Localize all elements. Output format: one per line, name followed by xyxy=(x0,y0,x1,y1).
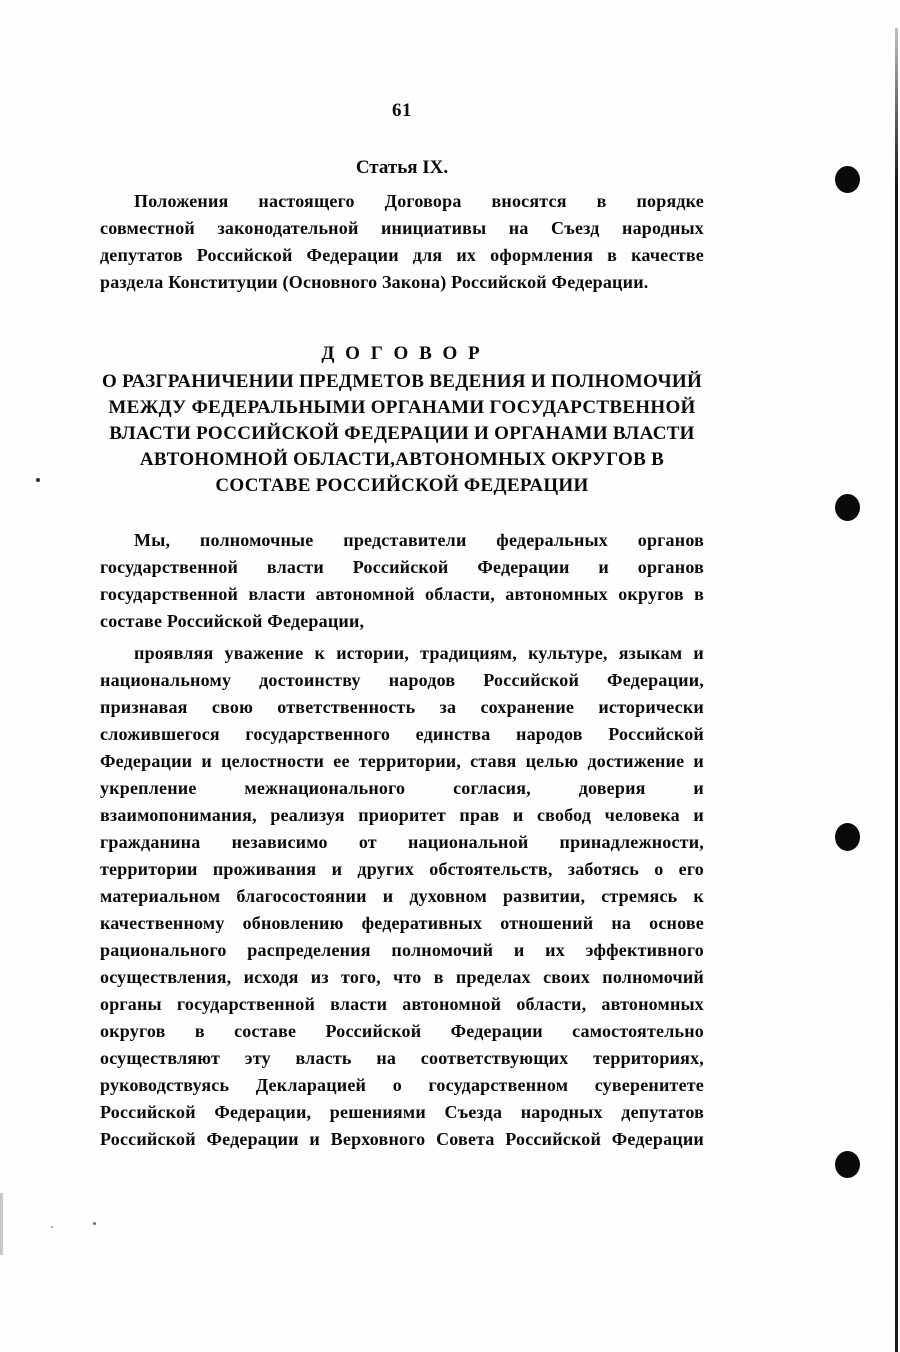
page-number: 61 xyxy=(392,100,412,121)
treaty-title-line: О РАЗГРАНИЧЕНИИ ПРЕДМЕТОВ ВЕДЕНИЯ И ПОЛНОМОЧИЙ xyxy=(101,371,703,392)
text-line: Мы, полномочные представители федеральных органов xyxy=(134,530,704,550)
text-line: Российской Федерации и Верховного Совета Российской Федерации xyxy=(100,1129,704,1149)
text-line: качественному обновлению федеративных отношений на основе xyxy=(100,913,704,933)
text-line: материальном благосостоянии и духовном развитии, стремясь к xyxy=(100,886,704,906)
preamble-paragraph xyxy=(100,640,704,1153)
hole-punch-mark xyxy=(835,823,860,851)
treaty-preamble xyxy=(100,527,704,1153)
text-line: взаимопонимания, реализуя приоритет прав и свобод человека и xyxy=(100,805,704,825)
scan-speck xyxy=(51,1226,53,1228)
text-line: рационального распределения полномочий и их эффективного xyxy=(100,940,704,960)
text-line: Российской Федерации, решениями Съезда народных депутатов xyxy=(100,1102,704,1122)
text-line: раздела Конституции (Основного Закона) Российской Федерации. xyxy=(100,272,649,292)
text-line: осуществляют эту власть на соответствующих территориях, xyxy=(100,1048,704,1068)
treaty-title-line: АВТОНОМНОЙ ОБЛАСТИ,АВТОНОМНЫХ ОКРУГОВ В xyxy=(139,449,665,470)
text-line: руководствуясь Декларацией о государственном суверенитете xyxy=(100,1075,704,1095)
treaty-title-block xyxy=(100,341,704,499)
treaty-title-line: СОСТАВЕ РОССИЙСКОЙ ФЕДЕРАЦИИ xyxy=(215,475,589,496)
text-line: территории проживания и других обстоятельств, заботясь о его xyxy=(100,859,704,879)
text-line: государственной власти Российской Федерации и органов xyxy=(100,557,704,577)
text-line: совместной законодательной инициативы на Съезд народных xyxy=(100,218,704,238)
text-line: гражданина независимо от национальной принадлежности, xyxy=(100,832,704,852)
article-heading: Статья IX. xyxy=(355,157,449,178)
text-line: признавая свою ответственность за сохранение исторически xyxy=(100,697,704,717)
article-paragraph xyxy=(100,188,704,296)
text-line: государственной власти автономной области, автономных округов в xyxy=(100,584,704,604)
scan-edge-line xyxy=(895,28,898,1352)
preamble-paragraph xyxy=(100,527,704,635)
treaty-title-line: ВЛАСТИ РОССИЙСКОЙ ФЕДЕРАЦИИ И ОРГАНАМИ ВЛАСТИ xyxy=(109,423,695,444)
treaty-title-line: МЕЖДУ ФЕДЕРАЛЬНЫМИ ОРГАНАМИ ГОСУДАРСТВЕННОЙ xyxy=(108,397,696,418)
text-line: сложившегося государственного единства народов Российской xyxy=(100,724,704,744)
scan-speck xyxy=(36,478,40,482)
hole-punch-mark xyxy=(835,166,860,193)
treaty-title-line: Д О Г О В О Р xyxy=(321,343,483,364)
text-line: проявляя уважение к истории, традициям, культуре, языкам и xyxy=(134,643,704,663)
text-line: депутатов Российской Федерации для их оформления в качестве xyxy=(100,245,704,265)
text-line: органы государственной власти автономной области, автономных xyxy=(100,994,704,1014)
text-line: Федерации и целостности ее территории, ставя целью достижение и xyxy=(100,751,704,771)
text-line: укрепление межнационального согласия, доверия и xyxy=(100,778,704,798)
text-line: составе Российской Федерации, xyxy=(100,611,365,631)
text-line: Положения настоящего Договора вносятся в порядке xyxy=(134,191,704,211)
text-line: осуществления, исходя из того, что в пределах своих полномочий xyxy=(100,967,704,987)
text-line: округов в составе Российской Федерации самостоятельно xyxy=(100,1021,704,1041)
scan-speck xyxy=(93,1222,96,1225)
text-line: национальному достоинству народов Российской Федерации, xyxy=(100,670,704,690)
scan-edge-shadow xyxy=(0,1193,3,1255)
hole-punch-mark xyxy=(835,494,860,521)
hole-punch-mark xyxy=(835,1151,860,1178)
